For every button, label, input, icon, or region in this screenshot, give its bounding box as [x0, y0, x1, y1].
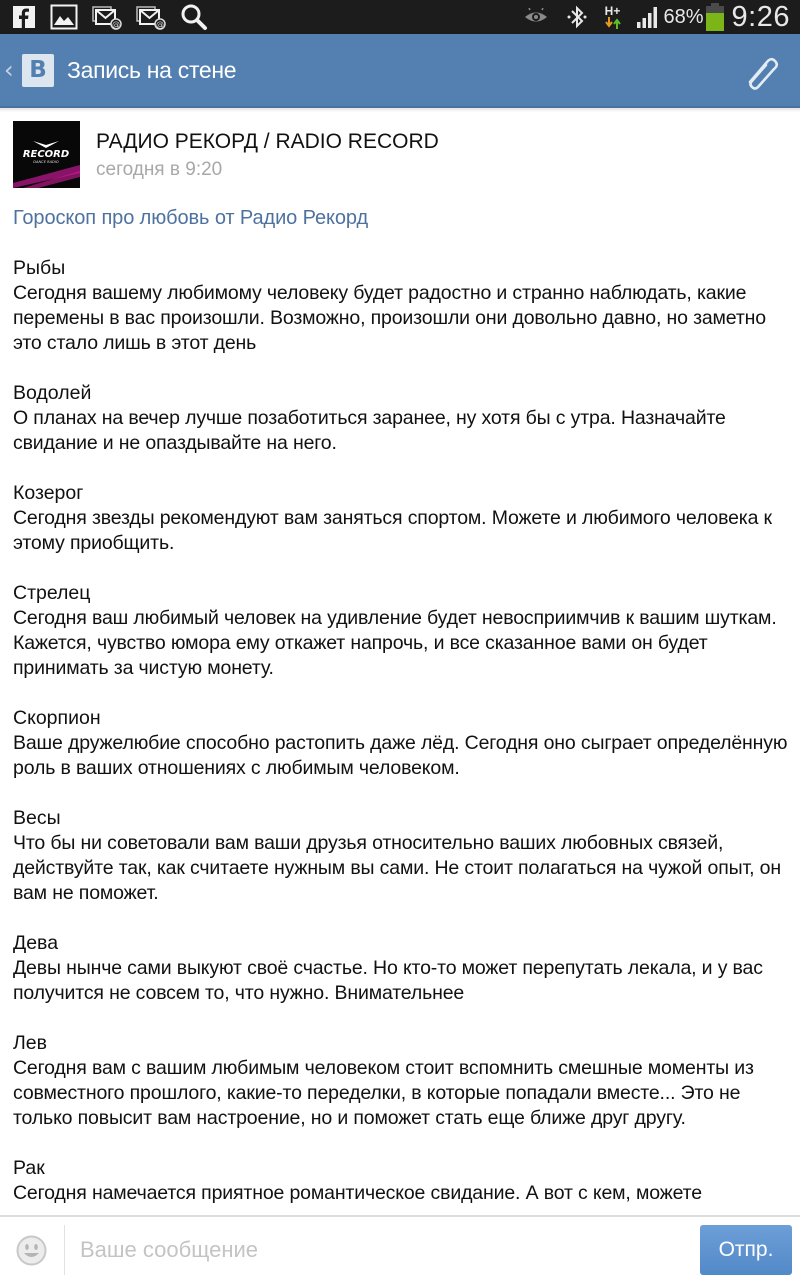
emoji-button[interactable] — [16, 1235, 47, 1266]
avatar-logo-text: RECORD — [22, 149, 70, 160]
facebook-icon — [12, 5, 36, 29]
message-composer — [0, 1215, 800, 1280]
battery-icon — [706, 3, 724, 31]
network-hplus-icon — [604, 5, 622, 29]
sign-name: Водолей — [13, 382, 92, 404]
sign-name: Рыбы — [13, 257, 66, 279]
sign-text: Сегодня вам с вашим любимым человеком стоит вспомнить смешные моменты из совместного прошлого, какие-то переделки, в которые попадали вместе... Это не только повысит вам настроение, но и поможет стать еще ближе друг другу. — [13, 1057, 754, 1129]
search-icon — [180, 3, 208, 31]
app-header — [0, 34, 800, 108]
back-chevron-icon[interactable]: ‹ — [4, 56, 14, 84]
paperclip-icon — [741, 52, 781, 92]
sign-name: Рак — [13, 1157, 45, 1179]
page-title: Запись на стене — [67, 57, 237, 83]
smiley-icon — [16, 1235, 47, 1266]
sign-text: Сегодня ваш любимый человек на удивление будет невосприимчив к вашим шуткам. Кажется, чувство юмора ему откажет напрочь, и все сказанное вами он будет принимать за чистую монету. — [13, 607, 777, 679]
sign-name: Весы — [13, 807, 61, 829]
post-body — [13, 205, 793, 1215]
avatar[interactable] — [13, 121, 80, 188]
sign-text: Что бы ни советовали вам ваши друзья относительно ваших любовных связей, действуйте так, как считаете нужным вы сами. Не стоит полагаться на чужой опыт, он вам не поможет. — [13, 832, 781, 904]
notification-icons — [12, 3, 208, 31]
horoscope-entry — [13, 581, 793, 681]
system-status — [524, 0, 790, 34]
send-button[interactable]: Отпр. — [700, 1225, 792, 1275]
sign-text: О планах на вечер лучше позаботиться заранее, ну хотя бы с утра. Назначайте свидание и не опаздывайте на него. — [13, 407, 726, 454]
post-link[interactable]: Гороскоп про любовь от Радио Рекорд — [13, 207, 369, 229]
post-author[interactable]: РАДИО РЕКОРД / RADIO RECORD — [96, 130, 439, 153]
message-input[interactable] — [80, 1229, 680, 1271]
horoscope-entry — [13, 806, 793, 906]
horoscope-entry — [13, 481, 793, 556]
sign-name: Козерог — [13, 482, 84, 504]
sign-text: Девы нынче сами выкуют своё счастье. Но кто-то может перепутать лекала, и у вас получится не совсем то, что нужно. Внимательнее — [13, 957, 763, 1004]
sign-name: Дева — [13, 932, 59, 954]
svg-text:@: @ — [156, 20, 164, 29]
sign-text: Сегодня вашему любимому человеку будет радостно и странно наблюдать, какие перемены в вас произошли. Возможно, произошли они довольно давно, но заметно это стало лишь в этот день — [13, 282, 766, 354]
horoscope-entry — [13, 931, 793, 1006]
horoscope-entry — [13, 381, 793, 456]
horoscope-entry — [13, 706, 793, 781]
svg-text:@: @ — [112, 20, 120, 29]
composer-divider — [64, 1225, 65, 1275]
header-shadow — [0, 108, 800, 112]
sign-name: Скорпион — [13, 707, 101, 729]
email-icon — [92, 4, 122, 30]
clock: 9:26 — [731, 0, 790, 33]
post-time: сегодня в 9:20 — [96, 159, 223, 180]
avatar-logo-subtext: DANCE RADIO — [33, 160, 59, 164]
sign-text: Сегодня звезды рекомендуют вам заняться спортом. Можете и любимого человека к этому приобщить. — [13, 507, 772, 554]
sign-text: Ваше дружелюбие способно растопить даже лёд. Сегодня оно сыграет определённую роль в ваших отношениях с любимым человеком. — [13, 732, 788, 779]
vk-logo-button[interactable]: В — [22, 54, 54, 87]
gallery-icon — [50, 4, 78, 30]
sign-name: Стрелец — [13, 582, 91, 604]
signal-icon — [636, 6, 660, 28]
eye-icon — [524, 8, 548, 26]
horoscope-entry — [13, 1156, 793, 1206]
attach-button[interactable] — [736, 50, 786, 94]
horoscope-entry — [13, 1031, 793, 1131]
bluetooth-icon — [566, 4, 588, 30]
sign-name: Лев — [13, 1032, 48, 1054]
status-bar — [0, 0, 800, 34]
sign-text: Сегодня намечается приятное романтическое свидание. А вот с кем, можете — [13, 1182, 702, 1204]
horoscope-list — [13, 256, 793, 1206]
network-label: H+ — [604, 4, 621, 18]
horoscope-entry — [13, 256, 793, 356]
email-icon — [136, 4, 166, 30]
battery-percent: 68% — [663, 5, 704, 28]
